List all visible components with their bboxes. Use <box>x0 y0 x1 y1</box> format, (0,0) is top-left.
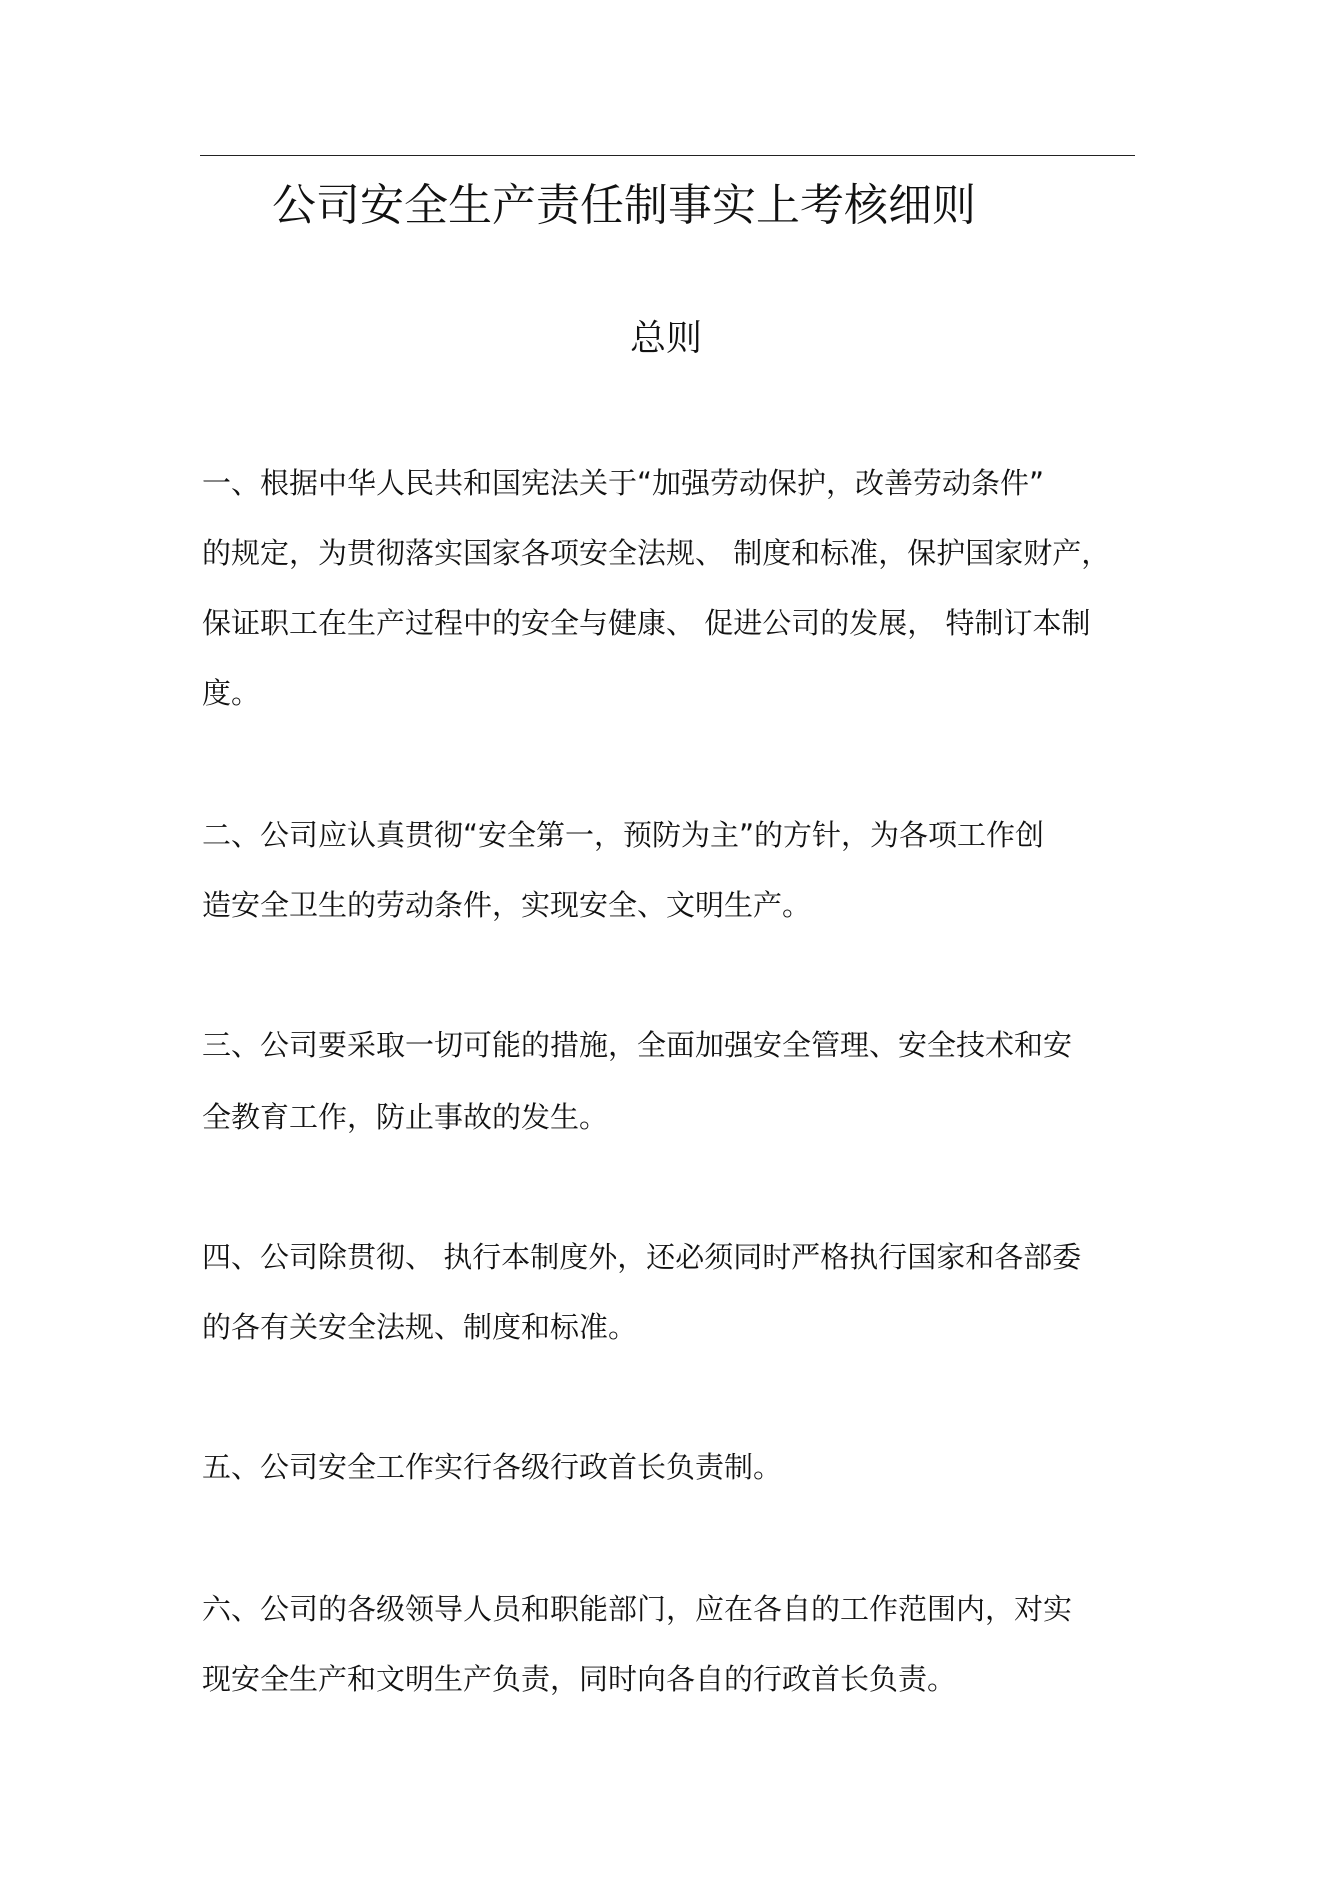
paragraph-line: 五、公司安全工作实行各级行政首长负责制。 <box>202 1450 783 1484</box>
paragraph-line: 四、公司除贯彻、 执行本制度外，还必须同时严格执行国家和各部委 <box>202 1240 1082 1274</box>
paragraph-line: 一、根据中华人民共和国宪法关于“加强劳动保护，改善劳动条件” <box>202 466 1045 500</box>
paragraph-line: 的各有关安全法规、制度和标准。 <box>202 1310 638 1344</box>
paragraph-line: 六、公司的各级领导人员和职能部门，应在各自的工作范围内，对实 <box>202 1592 1073 1626</box>
paragraph-line: 二、公司应认真贯彻“安全第一，预防为主”的方针，为各项工作创 <box>202 818 1045 852</box>
header-rule <box>200 155 1135 156</box>
paragraph-line: 现安全生产和文明生产负责，同时向各自的行政首长负责。 <box>202 1662 957 1696</box>
paragraph-line: 造安全卫生的劳动条件，实现安全、文明生产。 <box>202 888 812 922</box>
paragraph-line: 全教育工作，防止事故的发生。 <box>202 1100 609 1134</box>
document-title: 公司安全生产责任制事实上考核细则 <box>272 180 976 231</box>
paragraph-line: 三、公司要采取一切可能的措施，全面加强安全管理、安全技术和安 <box>202 1028 1073 1062</box>
section-heading: 总则 <box>630 318 703 359</box>
paragraph-line: 保证职工在生产过程中的安全与健康、 促进公司的发展， 特制订本制 <box>202 606 1091 640</box>
paragraph-line: 度。 <box>202 676 261 710</box>
paragraph-line: 的规定，为贯彻落实国家各项安全法规、 制度和标准，保护国家财产， <box>202 536 1111 570</box>
